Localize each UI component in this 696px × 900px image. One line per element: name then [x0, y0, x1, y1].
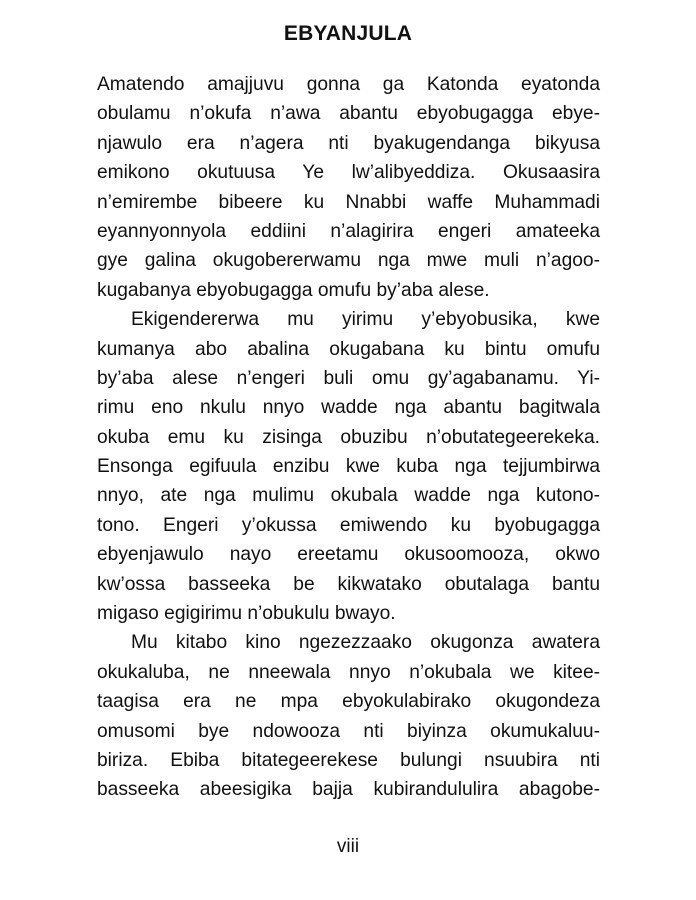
paragraph-1 [97, 70, 600, 305]
text-line: obulamu n’okufa n’awa abantu ebyobugagga ebye- [97, 103, 600, 125]
text-line: Ensonga egifuula enzibu kwe kuba nga tejjumbirwa [97, 456, 600, 478]
text-line: by’aba alese n’engeri buli omu gy’agabanamu. Yi- [97, 367, 600, 389]
paragraph-3 [97, 628, 600, 804]
text-line: Ekigendererwa mu yirimu y’ebyobusika, kwe [131, 309, 600, 331]
text-line: okukaluba, ne nneewala nnyo n’okubala we kitee- [97, 661, 600, 683]
text-line: taagisa era ne mpa ebyokulabirako okugondeza [97, 691, 600, 713]
paragraph-2 [97, 305, 600, 628]
text-line: rimu eno nkulu nnyo wadde nga abantu bagitwala [97, 397, 600, 419]
text-line: biriza. Ebiba bitategeerekese bulungi nsuubira nti [97, 749, 600, 771]
page-number: viii [336, 836, 360, 857]
text-line: n’emirembe bibeere ku Nnabbi waffe Muhammadi [97, 191, 600, 213]
text-line: basseeka abeesigika bajja kubirandululira abagobe- [97, 779, 600, 801]
text-line: okuba emu ku zisinga obuzibu n’obutategeerekeka. [97, 426, 600, 448]
text-line: tono. Engeri y’okussa emiwendo ku byobugagga [97, 514, 600, 536]
text-line: omusomi bye ndowooza nti biyinza okumukaluu- [97, 720, 600, 742]
text-line: Amatendo amajjuvu gonna ga Katonda eyatonda [97, 74, 600, 95]
text-line: migaso egigirimu n’obukulu bwayo. [97, 603, 396, 625]
text-line: kugabanya ebyobugagga omufu by’aba alese. [97, 279, 490, 301]
text-line: eyannyonnyola eddiini n’alagirira engeri amateeka [97, 220, 600, 242]
text-line: nnyo, ate nga mulimu okubala wadde nga kutono- [97, 485, 600, 507]
text-line: kumanya abo abalina okugabana ku bintu omufu [97, 338, 600, 360]
text-line: kw’ossa basseeka be kikwatako obutalaga bantu [97, 573, 600, 595]
text-line: njawulo era n’agera nti byakugendanga bikyusa [97, 132, 600, 154]
page-title: EBYANJULA [283, 22, 413, 45]
text-line: emikono okutuusa Ye lw’alibyeddiza. Okusaasira [97, 162, 600, 184]
text-line: Mu kitabo kino ngezezzaako okugonza awatera [131, 632, 600, 654]
body-text [97, 70, 600, 805]
text-line: ebyenjawulo nayo ereetamu okusoomooza, okwo [97, 544, 600, 566]
text-line: gye galina okugobererwamu nga mwe muli n’agoo- [97, 250, 600, 272]
